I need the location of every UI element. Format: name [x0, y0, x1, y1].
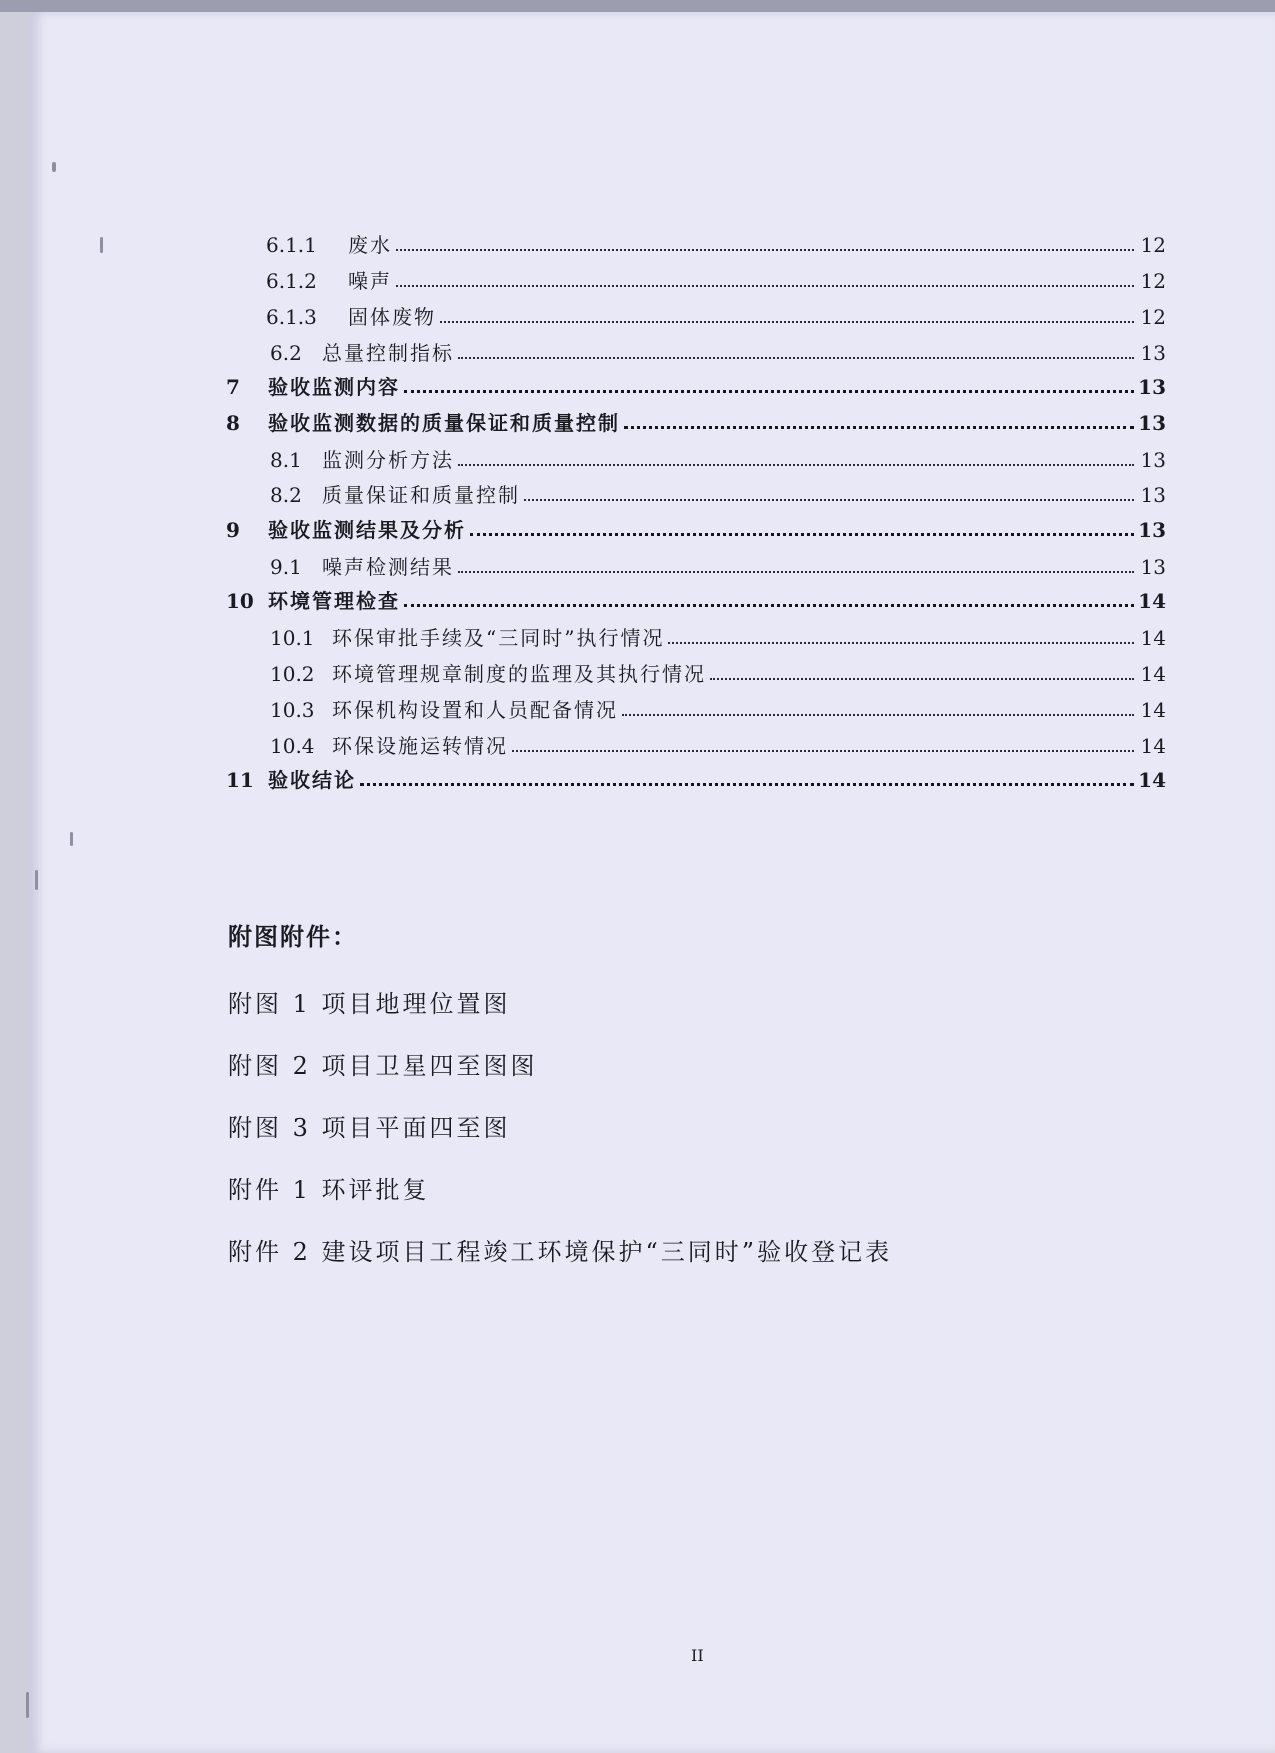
toc-entry-number: 10.1	[270, 626, 315, 650]
toc-entry-number: 10	[226, 589, 254, 613]
toc-entry-title: 噪声	[348, 269, 392, 293]
toc-dot-leader	[404, 603, 1134, 607]
toc-entry-page: 14	[1140, 662, 1166, 686]
toc-entry[interactable]	[226, 515, 1166, 545]
toc-entry-number: 6.2	[270, 341, 302, 365]
toc-entry-number: 8.1	[270, 448, 302, 472]
toc-dot-leader	[470, 532, 1134, 536]
toc-entry-number: 6.1.2	[266, 269, 317, 293]
toc-dot-leader	[396, 284, 1134, 287]
toc-entry-title: 环境管理规章制度的监理及其执行情况	[332, 662, 706, 686]
toc-entry-title: 监测分析方法	[322, 448, 454, 472]
scan-speck	[100, 237, 103, 253]
scan-speck	[26, 1692, 29, 1718]
toc-entry-number: 11	[226, 768, 254, 792]
toc-entry[interactable]	[226, 552, 1166, 582]
toc-entry-title: 验收监测数据的质量保证和质量控制	[268, 411, 620, 435]
toc-dot-leader	[624, 425, 1134, 429]
appendix-item[interactable]: 附图 2 项目卫星四至图图	[228, 1052, 538, 1080]
toc-entry-page: 12	[1140, 305, 1166, 329]
toc-entry[interactable]	[226, 695, 1166, 725]
document-page	[30, 12, 1275, 1753]
toc-entry[interactable]	[226, 659, 1166, 689]
appendix-item[interactable]: 附件 1 环评批复	[228, 1176, 430, 1204]
scan-top-edge	[0, 0, 1275, 12]
toc-entry-page: 13	[1138, 518, 1166, 542]
toc-entry-page: 13	[1138, 375, 1166, 399]
toc-entry-number: 9.1	[270, 555, 302, 579]
toc-dot-leader	[512, 749, 1134, 752]
toc-entry-number: 7	[226, 375, 240, 399]
appendix-item[interactable]: 附件 2 建设项目工程竣工环境保护“三同时”验收登记表	[228, 1238, 893, 1266]
toc-entry-number: 10.2	[270, 662, 315, 686]
toc-entry-number: 10.4	[270, 734, 315, 758]
toc-entry-page: 14	[1138, 768, 1166, 792]
toc-entry-title: 废水	[348, 233, 392, 257]
appendix-heading: 附图附件：	[228, 922, 358, 951]
toc-entry-page: 13	[1140, 483, 1166, 507]
toc-entry-number: 8.2	[270, 483, 302, 507]
toc-entry[interactable]	[226, 586, 1166, 616]
scan-speck	[70, 832, 73, 846]
toc-entry-page: 14	[1140, 734, 1166, 758]
toc-entry-number: 8	[226, 411, 240, 435]
toc-dot-leader	[458, 570, 1134, 573]
scan-speck	[52, 162, 56, 172]
toc-entry-title: 环保机构设置和人员配备情况	[332, 698, 618, 722]
toc-dot-leader	[458, 356, 1134, 359]
toc-dot-leader	[622, 713, 1134, 716]
toc-entry-title: 验收结论	[268, 768, 356, 792]
toc-entry-page: 14	[1140, 626, 1166, 650]
toc-dot-leader	[440, 320, 1134, 323]
toc-entry-number: 10.3	[270, 698, 315, 722]
toc-dot-leader	[458, 463, 1134, 466]
toc-entry-page: 14	[1138, 589, 1166, 613]
toc-entry-page: 13	[1140, 448, 1166, 472]
toc-entry[interactable]	[226, 372, 1166, 402]
toc-entry[interactable]	[226, 338, 1166, 368]
toc-entry-title: 环境管理检查	[268, 589, 400, 613]
toc-entry-title: 环保设施运转情况	[332, 734, 508, 758]
toc-entry-number: 6.1.3	[266, 305, 317, 329]
toc-entry-title: 总量控制指标	[322, 341, 454, 365]
toc-entry[interactable]	[226, 408, 1166, 438]
toc-entry-title: 固体废物	[348, 305, 436, 329]
page-number: II	[691, 1646, 704, 1665]
toc-entry[interactable]	[226, 765, 1166, 795]
appendix-item[interactable]: 附图 1 项目地理位置图	[228, 990, 511, 1018]
toc-entry-title: 噪声检测结果	[322, 555, 454, 579]
toc-entry[interactable]	[226, 445, 1166, 475]
toc-entry-title: 质量保证和质量控制	[322, 483, 520, 507]
toc-entry-title: 验收监测内容	[268, 375, 400, 399]
toc-entry[interactable]	[226, 302, 1166, 332]
appendix-item[interactable]: 附图 3 项目平面四至图	[228, 1114, 511, 1142]
toc-entry[interactable]	[226, 731, 1166, 761]
toc-entry-page: 12	[1140, 269, 1166, 293]
toc-entry-page: 13	[1140, 555, 1166, 579]
toc-entry-page: 13	[1138, 411, 1166, 435]
toc-entry-page: 14	[1140, 698, 1166, 722]
toc-entry-number: 9	[226, 518, 240, 542]
toc-dot-leader	[710, 677, 1134, 680]
toc-entry-number: 6.1.1	[266, 233, 317, 257]
toc-entry[interactable]	[226, 230, 1166, 260]
toc-entry-title: 环保审批手续及“三同时”执行情况	[332, 626, 665, 650]
toc-entry-page: 12	[1140, 233, 1166, 257]
toc-dot-leader	[668, 641, 1134, 644]
toc-entry-title: 验收监测结果及分析	[268, 518, 466, 542]
toc-dot-leader	[524, 498, 1134, 501]
toc-entry[interactable]	[226, 266, 1166, 296]
toc-dot-leader	[404, 389, 1134, 393]
toc-dot-leader	[360, 782, 1134, 786]
toc-entry[interactable]	[226, 623, 1166, 653]
toc-dot-leader	[396, 248, 1134, 251]
toc-entry-page: 13	[1140, 341, 1166, 365]
scan-speck	[35, 870, 38, 890]
toc-entry[interactable]	[226, 480, 1166, 510]
